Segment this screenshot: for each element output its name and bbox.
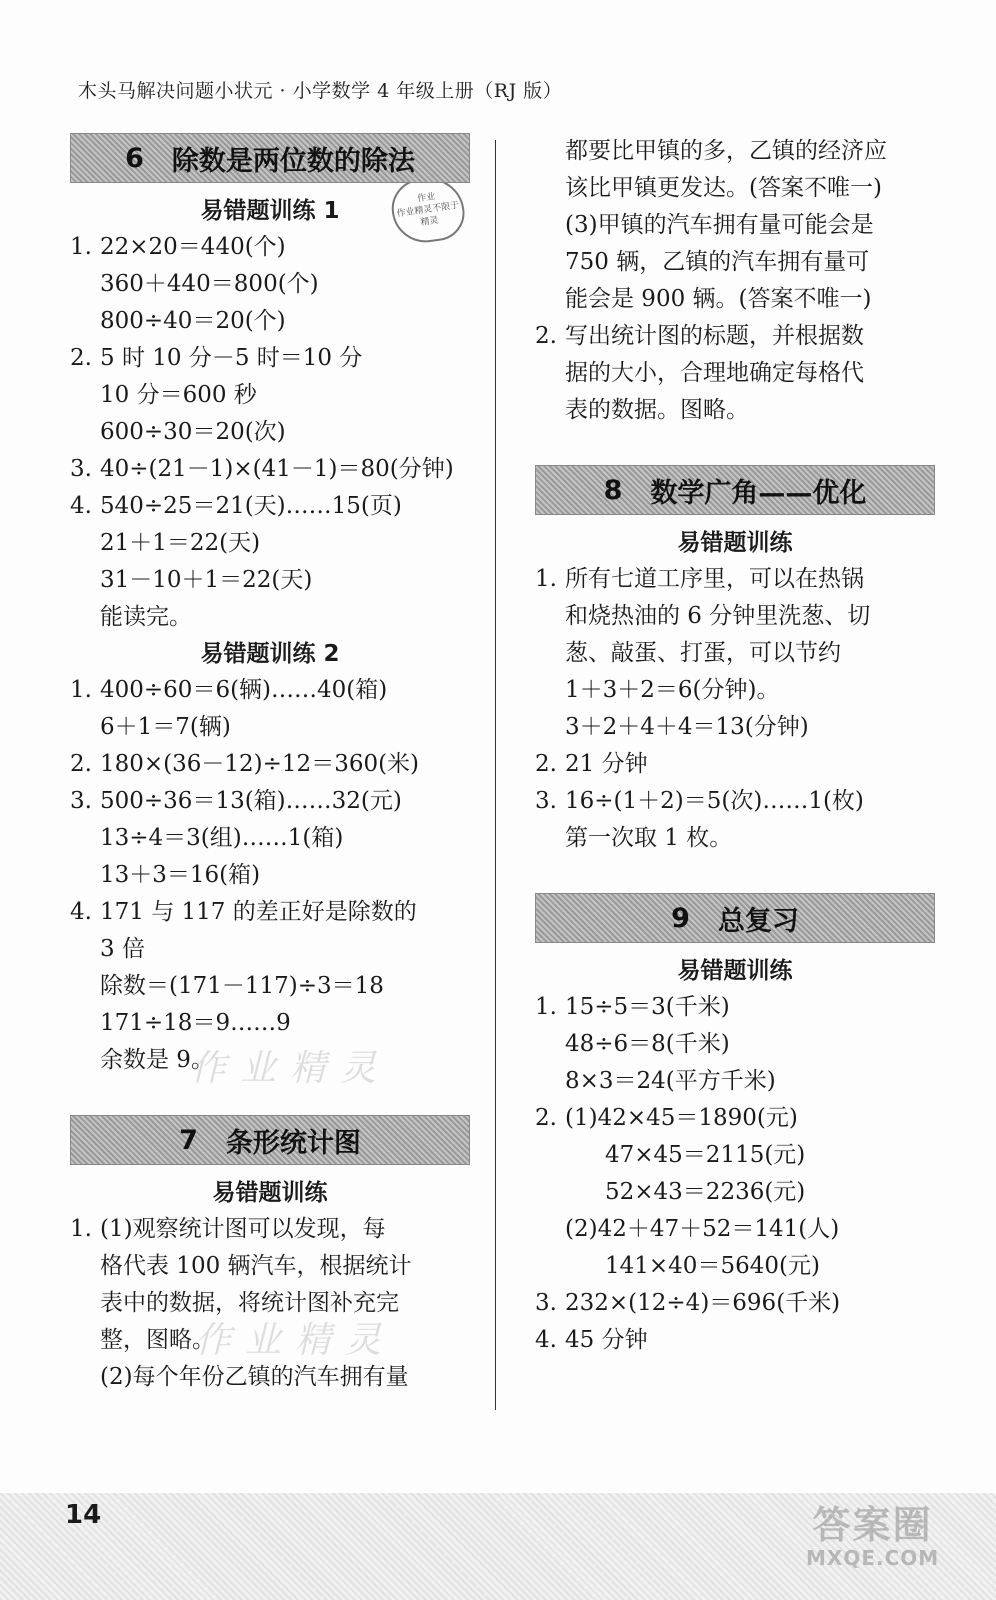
answer-line (535, 1063, 935, 1100)
answer-line (535, 1322, 935, 1359)
answer-text: 31－10＋1＝22(天) (100, 567, 313, 593)
answer-text: 21 分钟 (565, 751, 648, 777)
answer-line (535, 1248, 935, 1285)
answer-line (70, 488, 470, 525)
item-number: 3. (535, 1290, 557, 1316)
section-7-title: 条形统计图 (225, 1127, 361, 1159)
answer-line (70, 303, 470, 340)
answer-text: 232×(12÷4)＝696(千米) (565, 1290, 841, 1316)
section-7-banner (70, 1115, 470, 1165)
answer-text: 52×43＝2236(元) (605, 1179, 806, 1205)
answer-text: 16÷(1＋2)＝5(次)……1(枚) (565, 788, 864, 814)
answer-line (535, 709, 935, 746)
answer-line (535, 783, 935, 820)
section-9-number: 9 (671, 902, 690, 934)
answer-text: 10 分＝600 秒 (100, 382, 257, 408)
answer-line (535, 820, 935, 857)
answer-text: 750 辆，乙镇的汽车拥有量可 (565, 249, 870, 275)
answer-text: 除数＝(171－117)÷3＝18 (100, 973, 384, 999)
answer-text: (2)每个年份乙镇的汽车拥有量 (100, 1364, 409, 1390)
section-6-subtitle-2: 易错题训练 2 (200, 641, 340, 667)
answer-text: 13÷4＝3(组)……1(箱) (100, 825, 344, 851)
answer-line (70, 894, 470, 931)
item-number: 3. (70, 788, 92, 814)
answer-text: 都要比甲镇的多，乙镇的经济应 (565, 138, 887, 164)
answer-line (535, 1211, 935, 1248)
section-6-list-1 (70, 229, 470, 636)
answer-text: 360＋440＝800(个) (100, 271, 319, 297)
item-number: 3. (70, 456, 92, 482)
item-number: 1. (535, 994, 557, 1020)
answer-line (70, 931, 470, 968)
answer-line (535, 746, 935, 783)
section-7-continued-list (535, 133, 935, 429)
answer-line (535, 318, 935, 355)
answer-line (70, 783, 470, 820)
answer-line (70, 1359, 470, 1396)
answer-line (70, 857, 470, 894)
answer-line (535, 989, 935, 1026)
answer-text: 171 与 117 的差正好是除数的 (100, 899, 417, 925)
answer-line (535, 1174, 935, 1211)
answer-text: 40÷(21－1)×(41－1)＝80(分钟) (100, 456, 454, 482)
answer-text: 180×(36－12)÷12＝360(米) (100, 751, 420, 777)
answer-line (70, 525, 470, 562)
section-7-number: 7 (179, 1124, 198, 1156)
answer-line (535, 244, 935, 281)
answer-text: 540÷25＝21(天)……15(页) (100, 493, 402, 519)
answer-line (70, 599, 470, 636)
answer-text: 13＋3＝16(箱) (100, 862, 261, 888)
answer-text: 表中的数据，将统计图补充完 (100, 1290, 399, 1316)
answer-text: 141×40＝5640(元) (605, 1253, 820, 1279)
answer-line (535, 1285, 935, 1322)
answer-line (70, 672, 470, 709)
answer-text: (1)观察统计图可以发现，每 (100, 1216, 386, 1242)
section-8-list (535, 561, 935, 857)
answer-line (70, 340, 470, 377)
answer-text: 15÷5＝3(千米) (565, 994, 730, 1020)
answer-text: 能会是 900 辆。(答案不唯一) (565, 286, 872, 312)
answer-line (70, 746, 470, 783)
answer-line (535, 672, 935, 709)
answer-text: 47×45＝2115(元) (605, 1142, 806, 1168)
logo-url: MXQE.COM (806, 1546, 940, 1570)
item-number: 1. (70, 234, 92, 260)
answer-text: 45 分钟 (565, 1327, 648, 1353)
answer-text: 格代表 100 辆汽车，根据统计 (100, 1253, 412, 1279)
answer-line (70, 562, 470, 599)
watermark-1: 作业精灵 (190, 1048, 391, 1089)
answer-line (70, 820, 470, 857)
answer-line (70, 1248, 470, 1285)
answer-text: 8×3＝24(平方千米) (565, 1068, 776, 1094)
section-7-list (70, 1211, 470, 1396)
answer-text: 800÷40＝20(个) (100, 308, 286, 334)
section-6-number: 6 (125, 142, 144, 174)
page-number: 14 (65, 1500, 102, 1530)
section-6-subtitle-1: 易错题训练 1 (200, 198, 340, 224)
answer-text: 该比甲镇更发达。(答案不唯一) (565, 175, 882, 201)
answer-text: 3＋2＋4＋4＝13(分钟) (565, 714, 809, 740)
answer-line (535, 133, 935, 170)
section-6-banner (70, 133, 470, 183)
answer-text: 500÷36＝13(箱)……32(元) (100, 788, 402, 814)
section-6-title: 除数是两位数的除法 (171, 145, 415, 177)
item-number: 4. (70, 493, 92, 519)
logo-text: 答案圈 (812, 1503, 933, 1547)
item-number: 4. (535, 1327, 557, 1353)
section-9-title: 总复习 (717, 905, 799, 937)
answer-line (70, 1211, 470, 1248)
answer-line (535, 392, 935, 429)
answer-text: 写出统计图的标题，并根据数 (565, 323, 864, 349)
answer-text: 葱、敲蛋、打蛋，可以节约 (565, 640, 841, 666)
answer-text: 6＋1＝7(辆) (100, 714, 231, 740)
answer-line (535, 355, 935, 392)
item-number: 4. (70, 899, 92, 925)
answer-text: 整，图略。 (100, 1327, 215, 1353)
answer-text: 所有七道工序里，可以在热锅 (565, 566, 864, 592)
item-number: 1. (70, 677, 92, 703)
answer-line (70, 414, 470, 451)
answer-text: 600÷30＝20(次) (100, 419, 286, 445)
answer-text: (3)甲镇的汽车拥有量可能会是 (565, 212, 874, 238)
answer-text: 22×20＝440(个) (100, 234, 286, 260)
section-7-subtitle: 易错题训练 (212, 1180, 328, 1206)
section-9-subtitle: 易错题训练 (677, 958, 793, 984)
answer-text: 能读完。 (100, 604, 192, 630)
answer-line (535, 1100, 935, 1137)
answer-text: 21＋1＝22(天) (100, 530, 261, 556)
answer-text: 5 时 10 分－5 时＝10 分 (100, 345, 363, 371)
section-8-title: 数学广角——优化 (650, 477, 867, 509)
book-header: 木头马解决问题小状元 · 小学数学 4 年级上册（RJ 版） (78, 80, 563, 102)
left-column (70, 133, 470, 1396)
answer-line (70, 377, 470, 414)
stamp-line-3: 精灵 (420, 215, 440, 229)
section-6-list-2 (70, 672, 470, 1079)
section-9-list (535, 989, 935, 1359)
item-number: 2. (70, 751, 92, 777)
item-number: 2. (535, 751, 557, 777)
answer-text: (2)42＋47＋52＝141(人) (565, 1216, 840, 1242)
answer-line (70, 229, 470, 266)
answer-text: 表的数据。图略。 (565, 397, 749, 423)
answer-line (535, 170, 935, 207)
answer-line (70, 709, 470, 746)
site-logo-watermark (806, 1503, 940, 1570)
item-number: 1. (70, 1216, 92, 1242)
answer-line (535, 598, 935, 635)
stamp-line-1: 作业 (416, 191, 436, 205)
answer-text: 400÷60＝6(辆)……40(箱) (100, 677, 388, 703)
section-8-banner (535, 465, 935, 515)
answer-text: 余数是 9。 (100, 1047, 214, 1073)
answer-line (535, 207, 935, 244)
answer-line (535, 1026, 935, 1063)
item-number: 1. (535, 566, 557, 592)
answer-line (535, 281, 935, 318)
item-number: 2. (535, 323, 557, 349)
answer-text: 第一次取 1 枚。 (565, 825, 733, 851)
answer-line (70, 266, 470, 303)
answer-line (70, 1005, 470, 1042)
answer-line (70, 968, 470, 1005)
stamp-line-2: 作业精灵不限于 (396, 200, 460, 220)
answer-text: 1＋3＋2＝6(分钟)。 (565, 677, 780, 703)
answer-text: 48÷6＝8(千米) (565, 1031, 730, 1057)
answer-text: (1)42×45＝1890(元) (565, 1105, 798, 1131)
section-8-subtitle: 易错题训练 (677, 530, 793, 556)
answer-line (535, 1137, 935, 1174)
answer-line (70, 451, 470, 488)
watermark-2: 作业精灵 (195, 1320, 396, 1361)
item-number: 2. (535, 1105, 557, 1131)
answer-text: 171÷18＝9……9 (100, 1010, 291, 1036)
section-9-banner (535, 893, 935, 943)
answer-line (535, 561, 935, 598)
answer-text: 3 倍 (100, 936, 145, 962)
item-number: 2. (70, 345, 92, 371)
answer-line (535, 635, 935, 672)
column-divider (495, 140, 496, 1410)
answer-text: 和烧热油的 6 分钟里洗葱、切 (565, 603, 871, 629)
right-column (535, 133, 935, 1359)
item-number: 3. (535, 788, 557, 814)
section-8-number: 8 (603, 474, 623, 506)
answer-text: 据的大小，合理地确定每格代 (565, 360, 864, 386)
